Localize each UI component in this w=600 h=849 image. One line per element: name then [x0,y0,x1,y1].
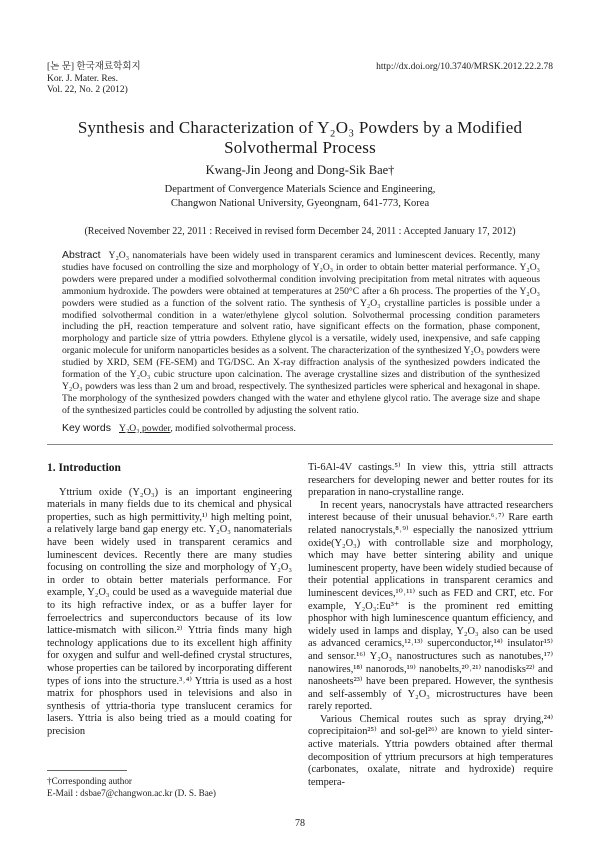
intro-paragraph-1: Yttrium oxide (Y₂O₃) is an important engineering materials in many fields due to its chemical and physical properties, such as high permittivity,¹⁾ high melting point, a relatively large band gap energy etc. Y₂O₃ nanomaterials have been widely used in transparent ceramics and luminescent devices. Recently there are many studies focusing on controlling the size and morphology of Y₂O₃ in order to obtain better materials performance. For example, Y₂O₃ could be used as a waveguide material due to its high refractive index, or as a buffer layer for ferroelectrics and superconductors because of its low lattice-mismatch with silicon.²⁾ Yttria finds many high technology applications due to its excellent high affinity for oxygen and sulfur and well-defined crystal structures, whose properties can be tailored by incorporating different types of ions into the structure.³˒⁴⁾ Yttria is used as a host matrix for phosphors used in televisions and also in synthesis of yttria-thoria type translucent ceramics for lasers. Yttria is also being tried as a mould coating for precision [47,486,292,737]
keyword-link[interactable]: Y₂O₃ powder [119,423,171,434]
abstract-text: Y₂O₃ nanomaterials have been widely used in transparent ceramics and luminescent devices. Recently, many studies have focused on controlling the size and morphology of Y₂O₃ in order to obtain better material performance. Y₂O₃ powders were prepared under a modified solvothermal condition involving precipitation from metal nitrates with aqueous ammonium hydroxide. The powders were obtained at temperatures at 250°C after a 6h process. The properties of the Y₂O₃ powders were studied as a function of the solvent ratio. The synthesis of Y₂O₃ crystalline particles is possible under a modified solvothermal condition in a water/ethylene glycol solution. Solvothermal processing condition parameters including the pH, reaction temperature and solvent ratio, have significant effects on the formation, phase component, morphology and particle size of yttria powders. Ethylene glycol is a versatile, widely used, inexpensive, and safe capping organic molecule for uniform nanoparticles besides as a solvent. The characterization of the synthesized Y₂O₃ powders were studied by XRD, SEM (FE-SEM) and TG/DSC. An X-ray diffraction analysis of the synthesized powders indicated the formation of the Y₂O₃ cubic structure upon calcination. The average crystalline sizes and distribution of the synthesized Y₂O₃ powders was less than 2 um and broad, respectively. The synthesized particles were spherical and hexagonal in shape. The morphology of the synthesized powders changed with the water and ethylene glycol ratio. The average size and shape of the synthesized particles could be controlled by adjusting the solvent ratio. [62,250,540,416]
footnote [47,775,216,799]
abstract [62,250,540,417]
keywords-label: Key words [62,422,112,434]
journal-name-kr: [논 문] 한국재료학회지 [47,62,141,72]
section-heading: 1. Introduction [47,462,121,474]
keywords-rest: , modified solvothermal process. [170,423,296,434]
right-column [308,462,553,789]
title-line-2: Solvothermal Process [224,138,376,157]
footnote-divider [47,770,127,771]
affiliation-line-2: Changwon National University, Gyeongnam, 641-773, Korea [170,197,430,209]
section-divider [47,444,553,445]
keywords [62,422,540,434]
intro-paragraph-2: In recent years, nanocrystals have attracted researchers interest because of their unusual behavior.⁶˒⁷⁾ Rare earth related nanocrystals,⁸˒⁹⁾ especially the nanosized yttrium oxide(Y₂O₃) with controllable size and morphology, which may have better sintering ability and unique luminescent property, have been widely studied because of their potential applications in transparent ceramics and luminescent devices,¹⁰˒¹¹⁾ such as FED and CRT, etc. For example, Y₂O₃:Eu³⁺ is the prominent red emitting phosphor with high luminescence quantum efficiency, and widely used in lamps and display, Y₂O₃ also can be used as advanced ceramics,¹²˒¹³⁾ superconductor,¹⁴⁾ insulator¹⁵⁾ and sensor.¹⁶⁾ Y₂O₃ nanostructures such as nanotubes,¹⁷⁾ nanowires,¹⁸⁾ nanorods,¹⁹⁾ nanobelts,²⁰˒²¹⁾ nanodisks²²⁾ and nanosheets²³⁾ have been prepared. However, the synthesis and self-assembly of Y₂O₃ microstructures have been rarely reported. [308,499,553,713]
intro-paragraph-1-cont: Ti-6Al-4V castings.⁵⁾ In view this, yttria still attracts researchers for developing newer and better routes for its preparation in nano-crystalline range. [308,462,553,499]
affiliation-line-1: Department of Convergence Materials Science and Engineering, [164,184,436,195]
abstract-label: Abstract [62,249,101,261]
received-dates: (Received November 22, 2011 : Received in revised form December 24, 2011 : Accepted January 17, 2012) [84,226,516,237]
journal-header [47,62,141,97]
doi-link[interactable]: http://dx.doi.org/10.3740/MRSK.2012.22.2.78 [376,62,553,72]
intro-paragraph-3: Various Chemical routes such as spray drying,²⁴⁾ coprecipitaion²⁵⁾ and sol-gel²⁶⁾ are known to yield sinter-active materials. Yttria powders obtained after thermal decomposition of yttrium precursors at high temperatures (carbonates, oxalate, nitrate and hydroxide) require tempera- [308,713,553,788]
footnote-email: E-Mail : dsbae7@changwon.ac.kr (D. S. Bae) [47,788,216,798]
journal-name-en: Kor. J. Mater. Res. [47,73,118,84]
page-number: 78 [295,818,305,829]
title-line-1: Synthesis and Characterization of Y₂O₃ Powders by a Modified [77,118,523,137]
authors: Kwang-Jin Jeong and Dong-Sik Bae† [205,163,395,177]
paper-title [40,118,560,158]
footnote-corresponding: †Corresponding author [47,776,132,786]
affiliation [0,183,600,210]
journal-volume: Vol. 22, No. 2 (2012) [47,85,128,95]
left-column [47,462,292,738]
